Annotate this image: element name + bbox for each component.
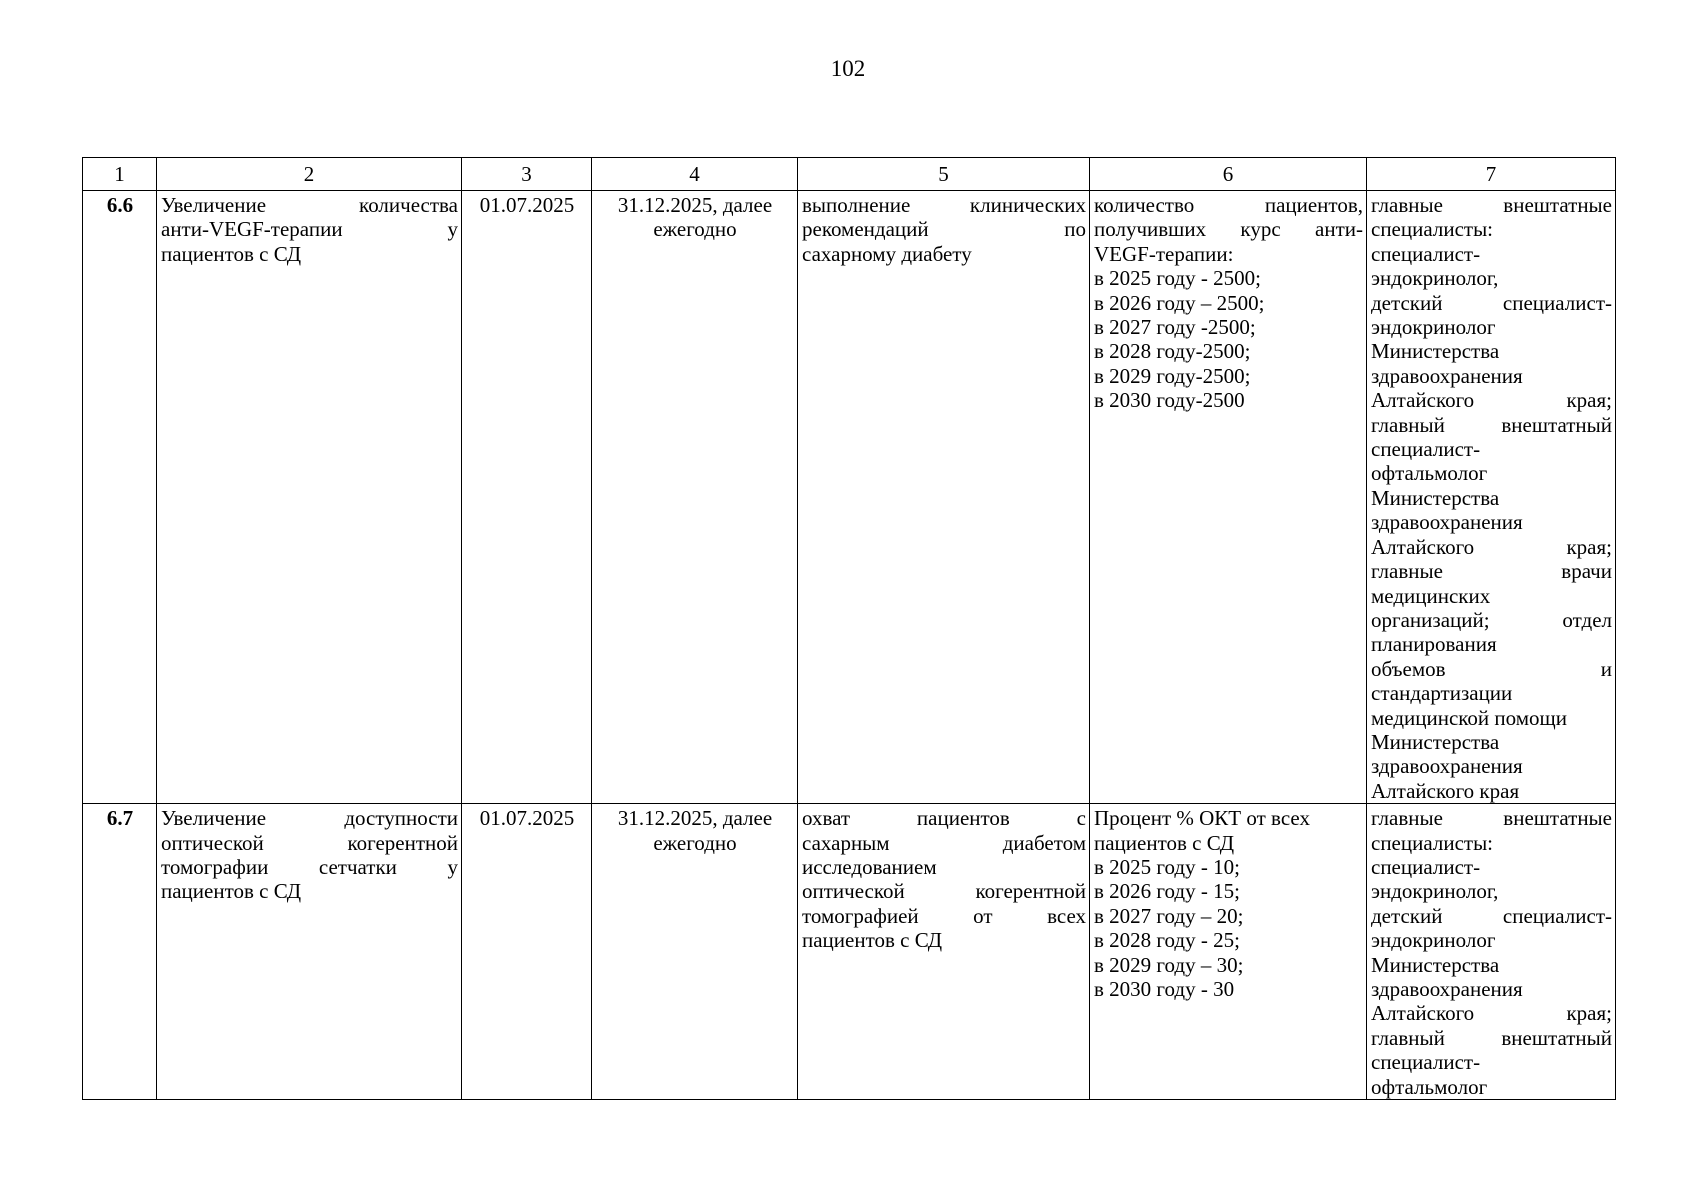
indicator-line: количество пациентов,: [1094, 193, 1363, 217]
result-line: сахарным диабетом: [802, 830, 1086, 855]
indicator-line: в 2028 году - 25;: [1094, 928, 1240, 953]
responsible-line: стандартизации: [1371, 681, 1513, 706]
measure-line: Увеличение доступности: [161, 806, 458, 831]
responsible-line: медицинской помощи: [1371, 705, 1567, 730]
end-date-cell: [592, 191, 798, 804]
responsible-line: специалисты:: [1371, 217, 1494, 242]
responsible-line: специалист-: [1371, 1050, 1481, 1075]
responsible-line: медицинских: [1371, 583, 1491, 608]
result-cell: [798, 191, 1090, 804]
indicator-line: в 2027 году – 20;: [1094, 903, 1244, 928]
responsible-line: планирования: [1371, 632, 1497, 657]
measure-cell: [157, 191, 462, 804]
table-header-row: [83, 158, 1616, 191]
row-number: 6.6: [83, 191, 157, 804]
indicator-line: VEGF-терапии:: [1094, 241, 1234, 266]
result-line: охват пациентов с: [802, 806, 1086, 831]
table-row: [83, 191, 1616, 804]
responsible-line: здравоохранения: [1371, 363, 1523, 388]
result-line: исследованием: [802, 854, 937, 879]
responsible-line: офтальмолог: [1371, 1074, 1488, 1099]
column-header: 4: [592, 158, 798, 191]
start-date-cell: 01.07.2025: [462, 804, 592, 1100]
result-cell: [798, 804, 1090, 1100]
responsible-line: специалист-: [1371, 437, 1481, 462]
measure-line: томографии сетчатки у: [161, 854, 458, 879]
indicator-line: в 2025 году - 10;: [1094, 854, 1240, 879]
result-line: рекомендаций по: [802, 217, 1086, 242]
measure-cell: [157, 804, 462, 1100]
responsible-line: главные внештатные: [1371, 193, 1612, 217]
responsible-cell: [1367, 191, 1616, 804]
result-line: томографией от всех: [802, 903, 1086, 928]
column-header: 5: [798, 158, 1090, 191]
indicator-line: в 2025 году - 2500;: [1094, 266, 1261, 291]
responsible-line: здравоохранения: [1371, 754, 1523, 779]
end-date-cell: [592, 804, 798, 1100]
result-line: оптической когерентной: [802, 879, 1086, 904]
responsible-line: здравоохранения: [1371, 977, 1523, 1001]
measure-line: пациентов с СД: [161, 241, 302, 266]
responsible-line: специалист-: [1371, 241, 1481, 266]
responsible-line: Алтайского края: [1371, 778, 1520, 803]
indicator-cell: [1090, 804, 1367, 1100]
row-number: 6.7: [83, 804, 157, 1100]
result-line: выполнение клинических: [802, 193, 1086, 217]
measure-line: анти-VEGF-терапии у: [161, 217, 458, 242]
responsible-line: объемов и: [1371, 656, 1612, 681]
responsible-line: главный внештатный: [1371, 1025, 1612, 1050]
column-header: 3: [462, 158, 592, 191]
indicator-line: в 2028 году-2500;: [1094, 339, 1251, 364]
measure-line: пациентов с СД: [161, 879, 302, 904]
plan-table: [82, 157, 1616, 1100]
end-date-line: ежегодно: [653, 830, 737, 855]
responsible-line: детский специалист-: [1371, 903, 1612, 928]
responsible-line: организаций; отдел: [1371, 607, 1612, 632]
result-line: пациентов с СД: [802, 928, 943, 953]
responsible-line: Министерства: [1371, 729, 1500, 754]
responsible-line: специалист-: [1371, 854, 1481, 879]
end-date-line: 31.12.2025, далее: [617, 193, 773, 217]
indicator-line: в 2030 году-2500: [1094, 388, 1245, 413]
indicator-line: в 2026 году – 2500;: [1094, 290, 1265, 315]
indicator-line: пациентов с СД: [1094, 830, 1235, 855]
indicator-cell: [1090, 191, 1367, 804]
responsible-line: главные внештатные: [1371, 806, 1612, 831]
responsible-line: детский специалист-: [1371, 290, 1612, 315]
end-date-line: ежегодно: [653, 217, 737, 242]
responsible-line: Алтайского края;: [1371, 534, 1612, 559]
start-date-cell: 01.07.2025: [462, 191, 592, 804]
measure-line: оптической когерентной: [161, 830, 458, 855]
indicator-line: в 2029 году – 30;: [1094, 952, 1244, 977]
responsible-line: офтальмолог: [1371, 461, 1488, 486]
responsible-line: эндокринолог,: [1371, 266, 1499, 291]
responsible-cell: [1367, 804, 1616, 1100]
column-header: 2: [157, 158, 462, 191]
responsible-line: эндокринолог,: [1371, 879, 1499, 904]
responsible-line: эндокринолог: [1371, 315, 1496, 340]
indicator-line: в 2027 году -2500;: [1094, 315, 1256, 340]
responsible-line: главные врачи: [1371, 559, 1612, 584]
column-header: 6: [1090, 158, 1367, 191]
responsible-line: здравоохранения: [1371, 510, 1523, 535]
indicator-line: в 2029 году-2500;: [1094, 363, 1251, 388]
responsible-line: специалисты:: [1371, 830, 1494, 855]
responsible-line: Алтайского края;: [1371, 388, 1612, 413]
responsible-line: Министерства: [1371, 339, 1500, 364]
indicator-line: в 2026 году - 15;: [1094, 879, 1240, 904]
responsible-line: Министерства: [1371, 952, 1500, 977]
indicator-line: в 2030 году - 30: [1094, 977, 1235, 1001]
indicator-line: получивших курс анти-: [1094, 217, 1363, 242]
measure-line: Увеличение количества: [161, 193, 458, 217]
responsible-line: Алтайского края;: [1371, 1001, 1612, 1026]
end-date-line: 31.12.2025, далее: [617, 806, 773, 831]
responsible-line: главный внештатный: [1371, 412, 1612, 437]
result-line: сахарному диабету: [802, 241, 972, 266]
responsible-line: эндокринолог: [1371, 928, 1496, 953]
table-row: [83, 804, 1616, 1100]
page-number: 102: [830, 56, 866, 81]
indicator-line: Процент % ОКТ от всех: [1094, 806, 1310, 831]
column-header: 7: [1367, 158, 1616, 191]
column-header: 1: [83, 158, 157, 191]
responsible-line: Министерства: [1371, 485, 1500, 510]
